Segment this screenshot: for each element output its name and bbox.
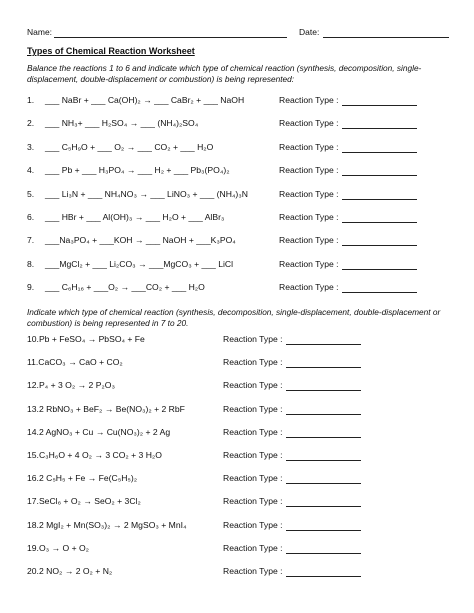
date-label: Date:: [299, 27, 320, 37]
item-number: 7.: [27, 235, 35, 246]
item-number: 8.: [27, 258, 35, 269]
equation: ___MgCl₂ + ___ Li₂CO₃ → ___MgCO₃ + ___ LiCl: [45, 258, 234, 269]
instructions-part2-text: Indicate which type of chemical reaction (synthesis, decomposition, single-displacement, double-displacement or combustion) is being represented in 7 to 20.: [27, 307, 441, 328]
part2-row: [27, 356, 452, 369]
reaction-type-label: Reaction Type :: [223, 473, 283, 484]
equation-text: [27, 141, 213, 154]
part2-row: [27, 472, 452, 485]
equation-text: 10.Pb + FeSO₄ → PbSO₄ + Fe: [27, 334, 145, 344]
equation-text: 13.2 RbNO₃ + BeF₂ → Be(NO₃)₂ + 2 RbF: [27, 403, 185, 414]
equation-text: 17.SeCl₆ + O₂ → SeO₂ + 3Cl₂: [27, 496, 141, 507]
reaction-type-answer-field[interactable]: [342, 269, 417, 270]
part2-row: [27, 403, 452, 416]
part2-row: [27, 379, 452, 392]
page-title: Types of Chemical Reaction Worksheet: [27, 46, 195, 56]
reaction-type-label: Reaction Type :: [223, 566, 283, 576]
part1-row: [27, 117, 452, 130]
reaction-type-label: Reaction Type :: [279, 258, 339, 269]
reaction-type-answer-field[interactable]: [286, 414, 361, 415]
part1-row: [27, 94, 452, 107]
reaction-type-answer-field[interactable]: [286, 506, 361, 507]
item-number: 5.: [27, 188, 35, 199]
reaction-type-answer-field[interactable]: [286, 344, 361, 345]
reaction-type-label: Reaction Type :: [279, 141, 339, 152]
reaction-type-label: Reaction Type :: [279, 165, 339, 176]
reaction-type-answer-field[interactable]: [342, 128, 417, 129]
equation: ___ NH₃+ ___ H₂SO₄ → ___ (NH₄)₂SO₄: [45, 118, 199, 129]
part2-row: [27, 495, 452, 508]
part1-row: [27, 188, 452, 201]
reaction-type-label: Reaction Type :: [223, 357, 283, 368]
reaction-type-label: Reaction Type :: [223, 519, 283, 530]
name-label: Name:: [27, 27, 53, 37]
reaction-type-label: Reaction Type :: [223, 334, 283, 344]
part1-row: [27, 258, 452, 271]
reaction-type-answer-field[interactable]: [286, 483, 361, 484]
part1-row: [27, 234, 452, 247]
equation: ___ NaBr + ___ Ca(OH)₂ → ___ CaBr₂ + ___ NaOH: [45, 95, 245, 105]
reaction-type-label: Reaction Type :: [223, 403, 283, 414]
equation-text: [27, 258, 233, 271]
equation: ___ Li₃N + ___ NH₄NO₃ → ___ LiNO₃ + ___ (NH₄)₃N: [45, 188, 248, 199]
reaction-type-label: Reaction Type :: [279, 212, 339, 222]
reaction-type-label: Reaction Type :: [223, 426, 283, 437]
equation-text: 11.CaCO₃ → CaO + CO₂: [27, 357, 123, 368]
name-field[interactable]: [54, 37, 287, 38]
equation: ___ C₆H₁₆ + ___O₂ → ___CO₂ + ___ H₂O: [45, 282, 205, 293]
reaction-type-answer-field[interactable]: [286, 390, 361, 391]
equation-text: [27, 281, 205, 294]
equation-text: 14.2 AgNO₃ + Cu → Cu(NO₃)₂ + 2 Ag: [27, 426, 171, 437]
part1-row: [27, 164, 452, 177]
equation-text: [27, 234, 236, 247]
reaction-type-answer-field[interactable]: [342, 152, 417, 153]
part2-row: [27, 519, 452, 532]
part2-row: [27, 426, 452, 439]
reaction-type-label: Reaction Type :: [223, 542, 283, 553]
equation: ___Na₃PO₄ + ___KOH → ___ NaOH + ___K₃PO₄: [45, 235, 236, 246]
reaction-type-answer-field[interactable]: [286, 576, 361, 577]
equation-text: 12.P₄ + 3 O₂ → 2 P₂O₃: [27, 380, 115, 391]
part2-row: [27, 333, 452, 346]
item-number: 2.: [27, 118, 35, 129]
reaction-type-answer-field[interactable]: [342, 292, 417, 293]
reaction-type-label: Reaction Type :: [279, 282, 339, 293]
instructions-part2: [27, 307, 447, 329]
equation-text: 20.2 NO₂ → 2 O₂ + N₂: [27, 566, 113, 576]
instructions-part1-text: Balance the reactions 1 to 6 and indicate which type of chemical reaction (synthesis, decomposition, single-displacement, double-displacement or combustion) is being represented:: [27, 63, 422, 84]
reaction-type-answer-field[interactable]: [286, 437, 361, 438]
reaction-type-label: Reaction Type :: [279, 188, 339, 199]
equation-text: [27, 164, 230, 177]
instructions-part1: [27, 63, 447, 85]
item-number: 6.: [27, 212, 35, 222]
part2-row: [27, 449, 452, 462]
reaction-type-answer-field[interactable]: [342, 222, 417, 223]
equation-text: 19.O₃ → O + O₂: [27, 542, 89, 553]
reaction-type-answer-field[interactable]: [286, 460, 361, 461]
reaction-type-label: Reaction Type :: [223, 380, 283, 391]
equation-text: [27, 188, 248, 201]
reaction-type-label: Reaction Type :: [279, 95, 339, 105]
reaction-type-answer-field[interactable]: [342, 199, 417, 200]
equation: ___ HBr + ___ Al(OH)₃ → ___ H₂O + ___ AlBr₃: [45, 212, 225, 222]
reaction-type-label: Reaction Type :: [279, 235, 339, 246]
date-field[interactable]: [323, 37, 449, 38]
equation-text: 18.2 MgI₂ + Mn(SO₃)₂ → 2 MgSO₃ + MnI₄: [27, 519, 187, 530]
part1-row: [27, 281, 452, 294]
part1-row: [27, 211, 452, 224]
part2-row: [27, 565, 452, 578]
reaction-type-answer-field[interactable]: [342, 175, 417, 176]
equation-text: [27, 117, 198, 130]
reaction-type-label: Reaction Type :: [223, 450, 283, 460]
item-number: 4.: [27, 165, 35, 176]
reaction-type-label: Reaction Type :: [279, 118, 339, 129]
reaction-type-label: Reaction Type :: [223, 496, 283, 507]
equation: ___ Pb + ___ H₃PO₄ → ___ H₂ + ___ Pb₃(PO₄)₂: [45, 165, 230, 176]
equation-text: [27, 94, 244, 107]
part2-row: [27, 542, 452, 555]
reaction-type-answer-field[interactable]: [286, 553, 361, 554]
equation: ___ C₅H₉O + ___ O₂ → ___ CO₂ + ___ H₂O: [45, 141, 214, 152]
reaction-type-answer-field[interactable]: [342, 245, 417, 246]
equation-text: 16.2 C₅H₅ + Fe → Fe(C₅H₅)₂: [27, 473, 138, 484]
item-number: 1.: [27, 95, 35, 105]
reaction-type-answer-field[interactable]: [342, 105, 417, 106]
equation-text: 15.C₃H₆O + 4 O₂ → 3 CO₂ + 3 H₂O: [27, 450, 162, 460]
item-number: 9.: [27, 282, 35, 293]
reaction-type-answer-field[interactable]: [286, 530, 361, 531]
reaction-type-answer-field[interactable]: [286, 367, 361, 368]
item-number: 3.: [27, 141, 35, 152]
part1-row: [27, 141, 452, 154]
equation-text: [27, 211, 224, 224]
